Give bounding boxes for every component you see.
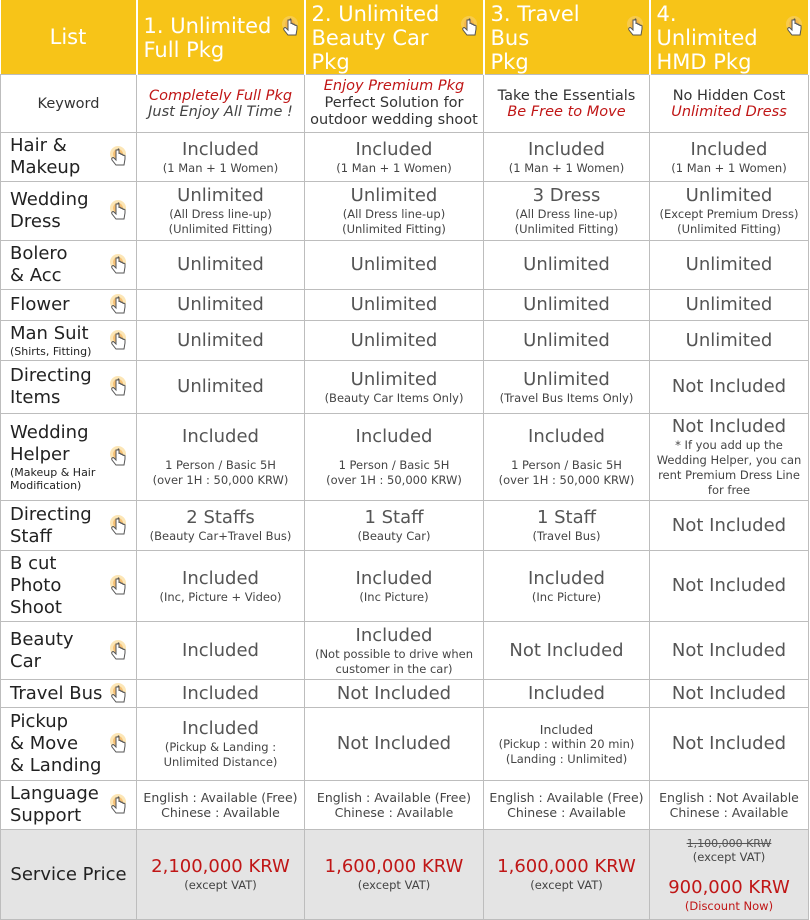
value-cell: Not Included [305, 680, 484, 708]
row-label: Language Support [1, 781, 137, 830]
row-bcut-photo [1, 551, 809, 622]
list-header: List [1, 0, 137, 75]
value-cell: Included (Pickup : within 20 min) (Landing : Unlimited) [484, 708, 650, 781]
row-wedding-helper [1, 414, 809, 501]
value-cell: Included [137, 622, 305, 680]
row-label: Directing Items [1, 361, 137, 414]
pointer-hand-icon[interactable] [107, 792, 129, 818]
value-cell: Included (Not possible to drive when customer in the car) [305, 622, 484, 680]
value-cell: 1 Staff (Beauty Car) [305, 501, 484, 551]
value-cell: Included [484, 680, 650, 708]
value-cell: Not Included [650, 501, 809, 551]
value-cell: Not Included [484, 622, 650, 680]
value-cell: Included [137, 680, 305, 708]
value-cell: 2 Staffs (Beauty Car+Travel Bus) [137, 501, 305, 551]
row-label: Travel Bus [1, 680, 137, 708]
value-cell: Included (Inc, Picture + Video) [137, 551, 305, 622]
row-label: Man Suit (Shirts, Fitting) [1, 321, 137, 361]
value-cell: Included 1 Person / Basic 5H (over 1H : 50,000 KRW) [484, 414, 650, 501]
price-label: Service Price [1, 830, 137, 920]
row-hair-makeup [1, 133, 809, 182]
value-cell: Included (1 Man + 1 Women) [484, 133, 650, 182]
pointer-hand-icon[interactable] [107, 573, 129, 599]
value-cell: Not Included [650, 551, 809, 622]
value-cell: Unlimited [137, 361, 305, 414]
value-cell: English : Available (Free) Chinese : Available [137, 781, 305, 830]
value-cell: Not Included [650, 361, 809, 414]
value-cell: Unlimited [137, 290, 305, 321]
value-cell: Unlimited [137, 241, 305, 290]
row-service-price [1, 830, 809, 920]
row-label: Flower [1, 290, 137, 321]
row-label: Wedding Dress [1, 182, 137, 241]
keyword-cell: Take the Essentials Be Free to Move [484, 75, 650, 133]
price-cell: 1,600,000 KRW (except VAT) [484, 830, 650, 920]
pkg-header-3[interactable] [484, 0, 650, 75]
value-cell: Unlimited [305, 321, 484, 361]
value-cell: Not Included [305, 708, 484, 781]
value-cell: Included (Inc Picture) [305, 551, 484, 622]
pointer-hand-icon[interactable] [107, 731, 129, 757]
row-label: B cut Photo Shoot [1, 551, 137, 622]
pkg-title: 3. Travel Bus Pkg [490, 2, 580, 74]
value-cell: Included (Pickup & Landing : Unlimited Distance) [137, 708, 305, 781]
value-cell: English : Not Available Chinese : Available [650, 781, 809, 830]
value-cell: 1 Staff (Travel Bus) [484, 501, 650, 551]
value-cell: Unlimited (Beauty Car Items Only) [305, 361, 484, 414]
value-cell: Not Included [650, 708, 809, 781]
value-cell: Unlimited [650, 241, 809, 290]
row-man-suit [1, 321, 809, 361]
row-label: Pickup & Move & Landing [1, 708, 137, 781]
value-cell: Unlimited [484, 290, 650, 321]
keyword-cell: No Hidden Cost Unlimited Dress [650, 75, 809, 133]
pointer-hand-icon[interactable] [279, 14, 301, 40]
value-cell: Unlimited [650, 290, 809, 321]
row-label: Hair & Makeup [1, 133, 137, 182]
value-cell: Unlimited [137, 321, 305, 361]
row-label: Directing Staff [1, 501, 137, 551]
row-travel-bus [1, 680, 809, 708]
value-cell: Unlimited [484, 321, 650, 361]
value-cell: Unlimited [650, 321, 809, 361]
pointer-hand-icon[interactable] [107, 638, 129, 664]
pkg-header-4[interactable] [650, 0, 809, 75]
row-directing-staff [1, 501, 809, 551]
row-pickup [1, 708, 809, 781]
pointer-hand-icon[interactable] [107, 374, 129, 400]
pointer-hand-icon[interactable] [107, 198, 129, 224]
pkg-header-1[interactable] [137, 0, 305, 75]
pointer-hand-icon[interactable] [783, 14, 805, 40]
row-bolero-acc [1, 241, 809, 290]
pointer-hand-icon[interactable] [107, 292, 129, 318]
value-cell: Included 1 Person / Basic 5H (over 1H : 50,000 KRW) [137, 414, 305, 501]
row-label: Wedding Helper (Makeup & Hair Modification) [1, 414, 137, 501]
pointer-hand-icon[interactable] [107, 328, 129, 354]
value-cell: Unlimited [305, 241, 484, 290]
keyword-row [1, 75, 809, 133]
pkg-title: 2. Unlimited Beauty Car Pkg [311, 2, 440, 74]
value-cell: English : Available (Free) Chinese : Available [305, 781, 484, 830]
value-cell: Unlimited [484, 241, 650, 290]
row-wedding-dress [1, 182, 809, 241]
pkg-title: 4. Unlimited HMD Pkg [656, 2, 758, 74]
value-cell: Unlimited (Except Premium Dress) (Unlimited Fitting) [650, 182, 809, 241]
row-directing-items [1, 361, 809, 414]
keyword-cell: Completely Full Pkg Just Enjoy All Time ! [137, 75, 305, 133]
pointer-hand-icon[interactable] [458, 14, 480, 40]
value-cell: Not Included * If you add up the Wedding Helper, you can rent Premium Dress Line for free [650, 414, 809, 501]
value-cell: Included (1 Man + 1 Women) [137, 133, 305, 182]
value-cell: Included (Inc Picture) [484, 551, 650, 622]
price-cell: 2,100,000 KRW (except VAT) [137, 830, 305, 920]
value-cell: Unlimited (All Dress line-up) (Unlimited Fitting) [305, 182, 484, 241]
value-cell: 3 Dress (All Dress line-up) (Unlimited Fitting) [484, 182, 650, 241]
pointer-hand-icon[interactable] [107, 681, 129, 707]
row-flower [1, 290, 809, 321]
pointer-hand-icon[interactable] [107, 444, 129, 470]
value-cell: Unlimited [305, 290, 484, 321]
value-cell: Not Included [650, 622, 809, 680]
price-cell: 1,600,000 KRW (except VAT) [305, 830, 484, 920]
value-cell: Included (1 Man + 1 Women) [305, 133, 484, 182]
row-beauty-car [1, 622, 809, 680]
value-cell: Unlimited (Travel Bus Items Only) [484, 361, 650, 414]
pointer-hand-icon[interactable] [624, 14, 646, 40]
pointer-hand-icon[interactable] [107, 252, 129, 278]
row-label: Bolero & Acc [1, 241, 137, 290]
keyword-label: Keyword [1, 75, 137, 133]
pointer-hand-icon[interactable] [107, 144, 129, 170]
row-label: Beauty Car [1, 622, 137, 680]
value-cell: English : Available (Free) Chinese : Available [484, 781, 650, 830]
value-cell: Included 1 Person / Basic 5H (over 1H : 50,000 KRW) [305, 414, 484, 501]
row-language [1, 781, 809, 830]
value-cell: Not Included [650, 680, 809, 708]
pointer-hand-icon[interactable] [107, 513, 129, 539]
header-row [1, 0, 809, 75]
value-cell: Unlimited (All Dress line-up) (Unlimited Fitting) [137, 182, 305, 241]
value-cell: Included (1 Man + 1 Women) [650, 133, 809, 182]
pkg-title: 1. Unlimited Full Pkg [143, 14, 272, 62]
keyword-cell: Enjoy Premium Pkg Perfect Solution for outdoor wedding shoot [305, 75, 484, 133]
price-cell: 1,100,000 KRW (except VAT) 900,000 KRW (Discount Now) [650, 830, 809, 920]
pkg-header-2[interactable] [305, 0, 484, 75]
